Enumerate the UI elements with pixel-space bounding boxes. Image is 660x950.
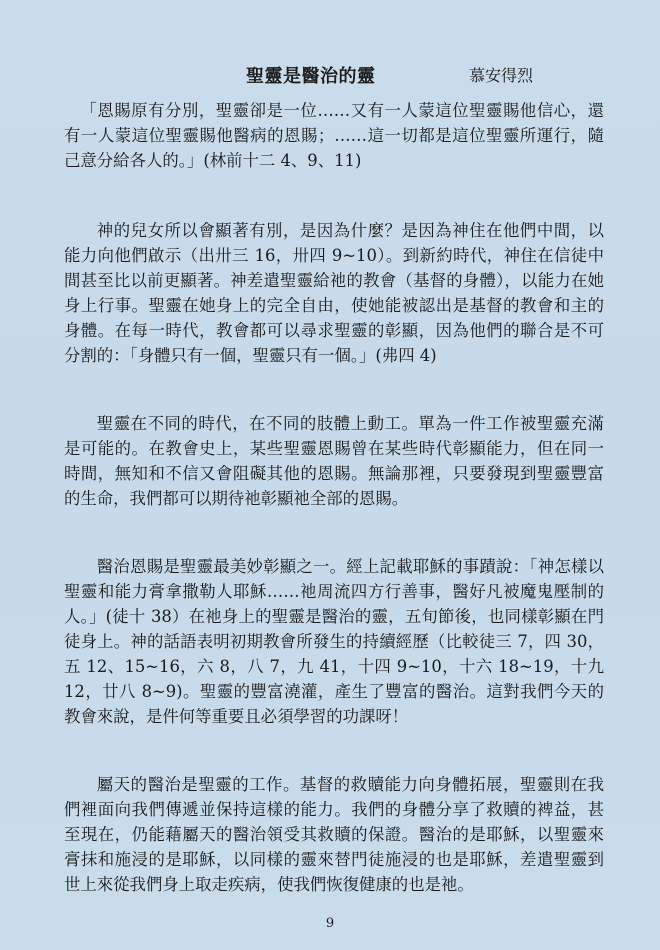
paragraph-3: 醫治恩賜是聖靈最美妙彰顯之一。經上記載耶穌的事蹟說：「神怎樣以聖靈和能力膏拿撒勒人耶穌……祂周流四方行善事，醫好凡被魔鬼壓制的人。」(徒十 38）在祂身上的聖靈是醫治的靈，五旬節後，也同樣彰顯在門徒身上。神的話語表明初期教會所發生的持續經歷（比較徒三 7，四 30，五 12、15~16，六 8，八 7，九 41，十四 9~10，十六 18~19，十九 12，廿八 8~9)。聖靈的豐富澆灌，產生了豐富的醫治。這對我們今天的教會來說，是件何等重要且必須學習的功課呀！ (64, 557, 604, 726)
paragraph-4: 屬天的醫治是聖靈的工作。基督的救贖能力向身體拓展，聖靈則在我們裡面向我們傳遞並保持這樣的能力。我們的身體分享了救贖的裨益，甚至現在，仍能藉屬天的醫治領受其救贖的保證。醫治的是耶穌，以聖靈來膏抹和施浸的是耶穌，以同樣的靈來替門徒施浸的也是耶穌，差遣聖靈到世上來從我們身上取走疾病，使我們恢復健康的也是祂。 (64, 775, 604, 894)
title-row (64, 62, 602, 90)
author-name: 慕安得烈 (469, 66, 534, 85)
paragraph-1: 神的兒女所以會顯著有別，是因為什麼？是因為神住在他們中間，以能力向他們啟示（出卅三 16，卅四 9~10）。到新約時代，神住在信徒中間甚至比以前更顯著。神差遣聖靈給祂的教會（基督的身體），以能力在她身上行事。聖靈在她身上的完全自由，使她能被認出是基督的教會和主的身體。在每一時代，教會都可以尋求聖靈的彰顯，因為他們的聯合是不可分割的：「身體只有一個，聖靈只有一個。」(弗四 4) (64, 221, 604, 365)
article-body (64, 98, 604, 940)
page-number: 9 (325, 916, 335, 931)
article-title: 聖靈是醫治的靈 (246, 66, 376, 87)
paragraph-scripture-quote: 「恩賜原有分別，聖靈卻是一位……又有一人蒙這位聖靈賜他信心，還有一人蒙這位聖靈賜他醫病的恩賜；……這一切都是這位聖靈所運行，隨己意分給各人的。」(林前十二 4、9、11) (64, 101, 604, 170)
paragraph-2: 聖靈在不同的時代，在不同的肢體上動工。單為一件工作被聖靈充滿是可能的。在教會史上，某些聖靈恩賜曾在某些時代彰顯能力，但在同一時間，無知和不信又會阻礙其他的恩賜。無論那裡，只要發現到聖靈豐富的生命，我們都可以期待祂彰顯祂全部的恩賜。 (64, 414, 604, 508)
